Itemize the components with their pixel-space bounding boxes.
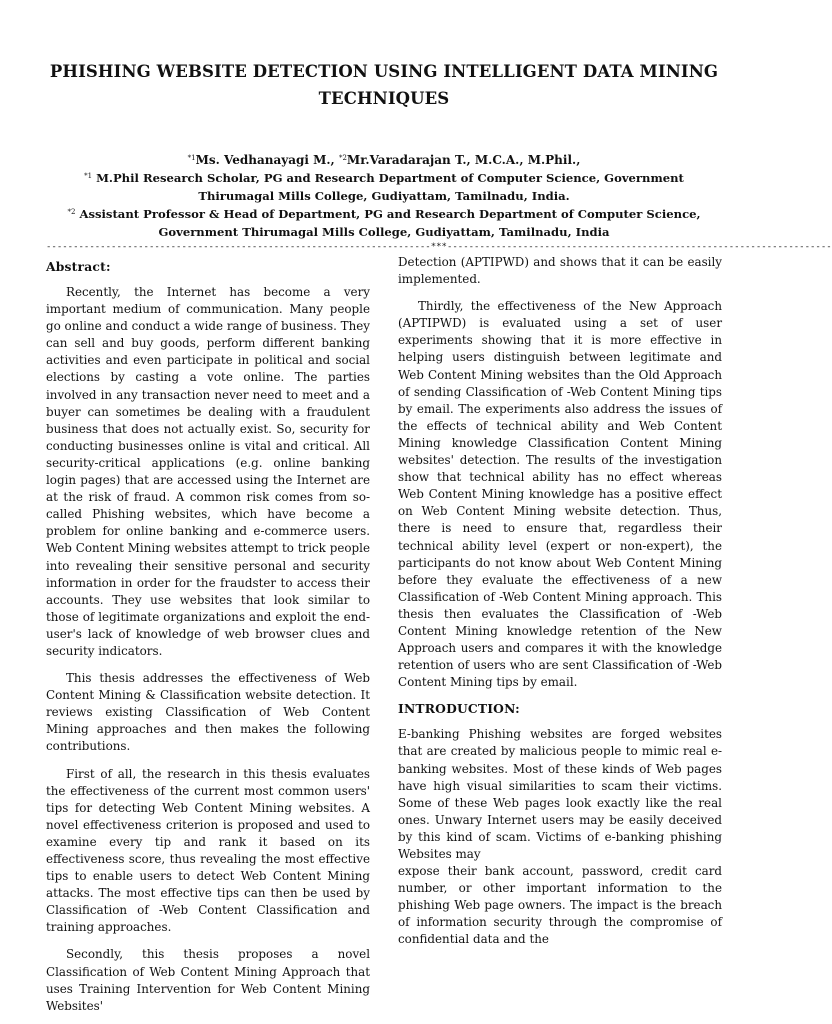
abstract-paragraph-4-continued: Detection (APTIPWD) and shows that it can be easily implemented.: [398, 255, 722, 287]
right-column: [398, 254, 722, 1015]
abstract-paragraph-3: First of all, the research in this thesis evaluates the effectiveness of the current most common users' tips for detecting Web Content Mining websites. A novel effectiveness criterion is proposed and used to examine every tip and rank it based on its effectiveness score, thus revealing the most effective tips to enable users to detect Web Content Mining attacks. The most effective tips can then be used by Classification of -Web Content Classification and training approaches.: [46, 766, 370, 935]
affiliation-2: [46, 205, 722, 241]
title-line-2: TECHNIQUES: [318, 89, 450, 108]
abstract-heading: Abstract:: [46, 259, 111, 274]
affiliation-2-text: Assistant Professor & Head of Department, PG and Research Department of Computer Science, Government Thirumagal Mills College, Gudiyattam, Tamilnadu, India: [79, 207, 701, 239]
introduction-paragraph-1: E-banking Phishing websites are forged websites that are created by malicious people to mimic real e-banking websites. Most of these kinds of Web pages have high visual similarities to scam their victims. Some of these Web pages look exactly like the real ones. Unwary Internet users may be easily deceived by this kind of scam. Victims of e-banking phishing Websites may: [398, 727, 722, 861]
paper-title: [46, 0, 722, 112]
two-column-body: [46, 254, 722, 1015]
author-1-name: Ms. Vedhanayagi M.,: [195, 153, 335, 167]
title-line-1: PHISHING WEBSITE DETECTION USING INTELLIGENT DATA MINING: [49, 62, 719, 81]
affiliation-1: [46, 169, 722, 205]
left-column: [46, 254, 370, 1015]
author-list: [46, 152, 722, 169]
affiliation-2-marker: *2: [67, 208, 76, 216]
section-separator: -----------------------------------------------------------------------***-----------------------------------------------------------------------: [46, 242, 832, 252]
affiliation-1-text: M.Phil Research Scholar, PG and Research Department of Computer Science, Government Thirumagal Mills College, Gudiyattam, Tamilnadu, India.: [96, 171, 684, 203]
abstract-paragraph-1: Recently, the Internet has become a very important medium of communication. Many people go online and conduct a wide range of business. They can sell and buy goods, perform different banking activities and even participate in political and social elections by casting a vote online. The parties involved in any transaction never need to meet and a buyer can sometimes be dealing with a fraudulent business that does not actually exist. So, security for conducting businesses online is vital and critical. All security-critical applications (e.g. online banking login pages) that are accessed using the Internet are at the risk of fraud. A common risk comes from so-called Phishing websites, which have become a problem for online banking and e-commerce users. Web Content Mining websites attempt to trick people into revealing their sensitive personal and security information in order for the fraudster to access their accounts. They use websites that look similar to those of legitimate organizations and exploit the end-user's lack of knowledge of web browser clues and security indicators.: [46, 285, 371, 658]
introduction-heading: INTRODUCTION:: [398, 701, 520, 717]
abstract-paragraph-5: Thirdly, the effectiveness of the New Approach (APTIPWD) is evaluated using a set of user experiments showing that it is more effective in helping users distinguish between legitimate and Web Content Mining websites than the Old Approach of sending Classification of -Web Content Mining tips by email. The experiments also address the issues of the effects of technical ability and Web Content Mining knowledge Classification Content Mining websites' detection. The results of the investigation show that technical ability has no effect whereas Web Content Mining knowledge has a positive effect on Web Content Mining website detection. Thus, there is need to ensure that, regardless their technical ability level (expert or non-expert), the participants do not know about Web Content Mining before they evaluate the effectiveness of a new Classification of -Web Content Mining approach. This thesis then evaluates the Classification of -Web Content Mining knowledge retention of the New Approach users and compares it with the knowledge retention of users who are sent Classification of -Web Content Mining tips by email.: [398, 299, 722, 690]
affiliation-1-marker: *1: [84, 172, 93, 180]
author-2-name: Mr.Varadarajan T., M.C.A., M.Phil.,: [346, 153, 581, 167]
abstract-paragraph-2: This thesis addresses the effectiveness of Web Content Mining & Classification website detection. It reviews existing Classification of Web Content Mining approaches and then makes the following contributions.: [46, 671, 370, 754]
author-2-marker: *2: [338, 154, 347, 162]
author-1-marker: *1: [187, 154, 196, 162]
introduction-paragraph-2: expose their bank account, password, credit card number, or other important information to the phishing Web page owners. The impact is the breach of information security through the compromise of confidential data and the: [398, 864, 722, 947]
abstract-paragraph-4: Secondly, this thesis proposes a novel Classification of Web Content Mining Approach that uses Training Intervention for Web Content Mining Websites': [46, 947, 370, 1013]
